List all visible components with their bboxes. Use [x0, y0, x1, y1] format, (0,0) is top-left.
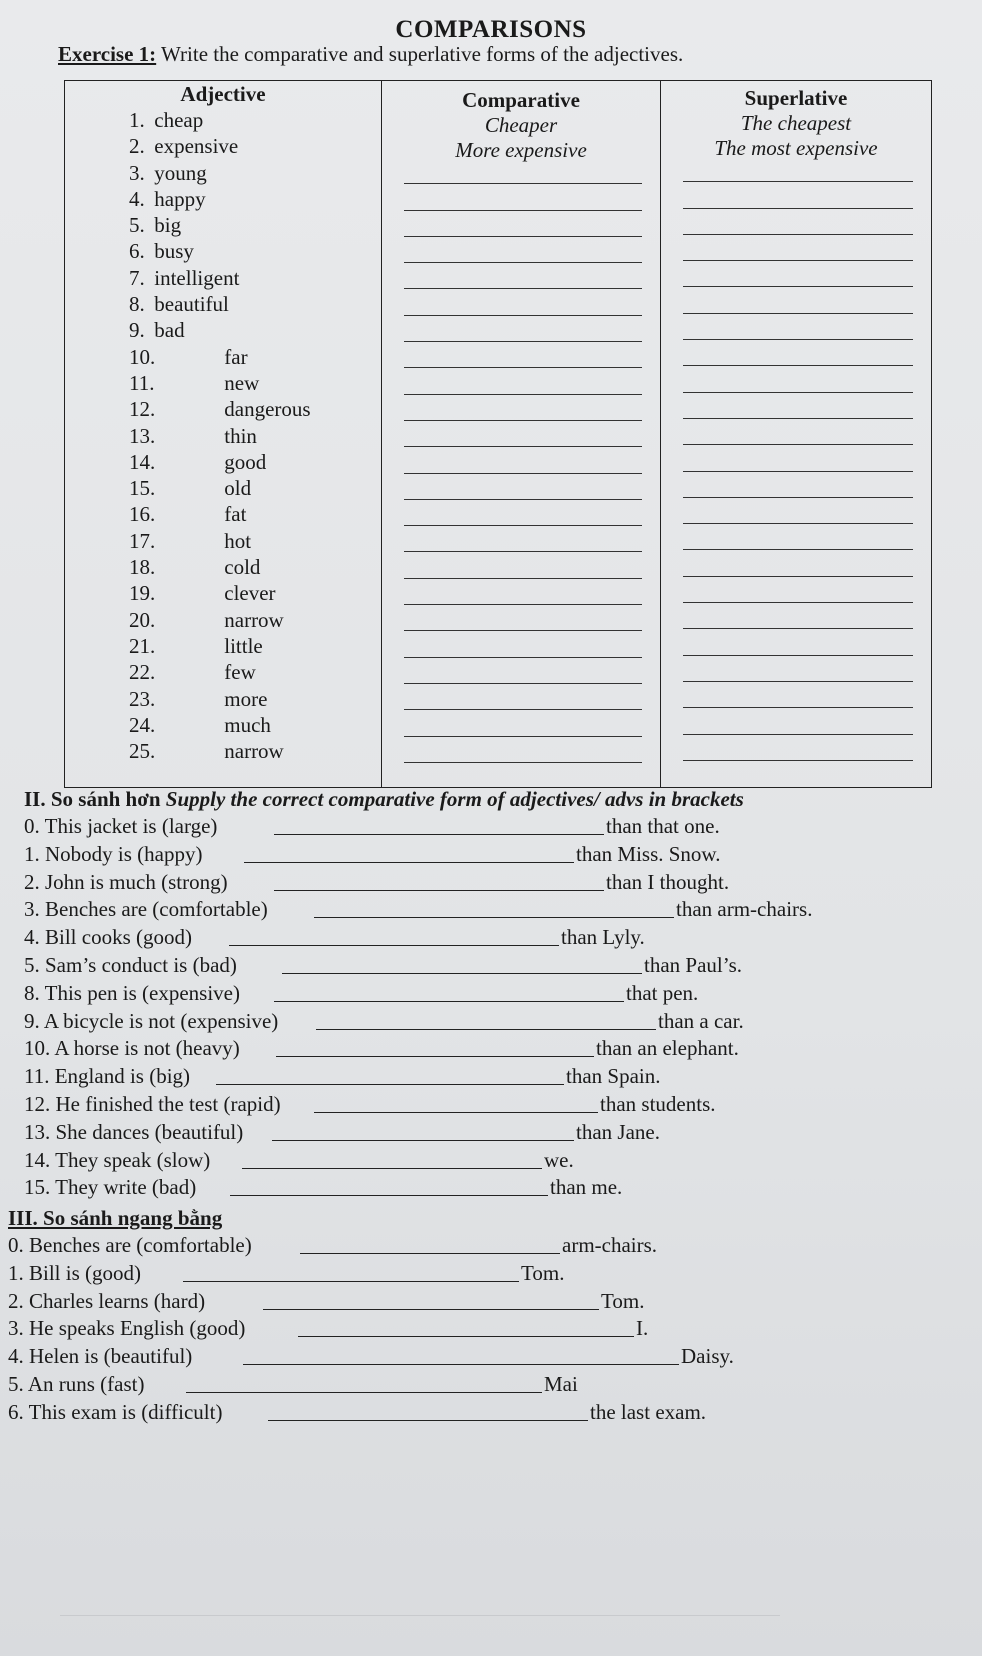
adjective-number: 22.	[129, 660, 156, 685]
comparative-answer-field[interactable]	[382, 215, 660, 241]
exercise-ending: than Paul’s.	[644, 952, 742, 977]
adjective-number: 2.	[129, 134, 145, 159]
adjective-word: big	[154, 213, 182, 238]
adjective-item	[129, 501, 381, 527]
adjective-item	[129, 133, 381, 159]
exercise-ending: than I thought.	[606, 869, 730, 894]
adjective-item	[129, 344, 381, 370]
adjective-word: much	[224, 712, 271, 737]
exercise-ending: than that one.	[606, 814, 720, 838]
adjective-number: 11.	[129, 370, 155, 395]
superlative-list	[661, 111, 931, 765]
adjective-item	[129, 449, 381, 475]
answer-blank[interactable]	[272, 1118, 574, 1141]
answer-blank[interactable]	[274, 812, 604, 835]
adjective-number: 12.	[129, 397, 156, 422]
superlative-answer-field[interactable]	[661, 633, 931, 659]
exercise-item	[24, 1146, 964, 1174]
answer-blank[interactable]	[314, 1090, 598, 1113]
comparative-answer-field[interactable]	[382, 556, 660, 582]
comparative-example: Cheaper	[484, 113, 558, 137]
exercise-item	[8, 1287, 948, 1315]
exercise-ending: that pen.	[626, 980, 699, 1005]
comparative-answer-field[interactable]	[382, 346, 660, 372]
superlative-answer-field[interactable]	[661, 502, 931, 528]
superlative-answer-field[interactable]	[661, 528, 931, 554]
adjective-word: expensive	[154, 134, 239, 159]
exercise-item	[24, 840, 964, 868]
page-title: COMPARISONS	[395, 16, 587, 43]
exercise-prompt: 8. This pen is (expensive)	[24, 980, 240, 1005]
comparative-answer-field[interactable]	[382, 320, 660, 346]
answer-blank[interactable]	[282, 951, 642, 974]
adjective-number: 1.	[129, 108, 145, 132]
exercise-ending: than Miss. Snow.	[576, 841, 721, 866]
superlative-answer-field[interactable]	[661, 607, 931, 633]
adjective-word: narrow	[224, 739, 284, 764]
superlative-column	[661, 81, 932, 788]
comparative-answer-field[interactable]	[382, 478, 660, 504]
adjective-number: 5.	[129, 213, 145, 238]
adjective-number: 14.	[129, 449, 156, 474]
adjective-word: few	[224, 660, 256, 685]
exercise-prompt: 9. A bicycle is not (expensive)	[24, 1008, 279, 1033]
adjective-word: good	[224, 449, 267, 474]
adjective-table	[64, 80, 932, 788]
exercise-prompt: 11. England is (big)	[24, 1064, 191, 1089]
adjective-word: far	[224, 344, 248, 369]
exercise-item	[8, 1314, 948, 1342]
adjective-list	[65, 107, 381, 764]
superlative-answer-field[interactable]	[661, 318, 931, 344]
exercise-prompt: 10. A horse is not (heavy)	[24, 1036, 240, 1061]
exercise-item	[24, 923, 964, 951]
superlative-answer-field[interactable]	[661, 239, 931, 265]
answer-blank[interactable]	[183, 1259, 519, 1282]
exercise-item	[24, 951, 964, 979]
comparative-answer-field[interactable]	[382, 714, 660, 740]
comparative-answer-field[interactable]	[382, 583, 660, 609]
comparative-answer-field[interactable]	[382, 741, 660, 767]
header-superlative: Superlative	[744, 86, 848, 110]
exercise-ending: Mai	[544, 1371, 578, 1396]
exercise-ending: arm-chairs.	[562, 1233, 658, 1257]
exercise-ending: than a car.	[658, 1008, 744, 1033]
answer-blank[interactable]	[263, 1287, 599, 1310]
adjective-word: clever	[224, 581, 276, 606]
superlative-answer-field[interactable]	[661, 213, 931, 239]
answer-blank[interactable]	[274, 868, 604, 891]
section-comparative	[24, 786, 964, 1201]
comparative-answer-field[interactable]	[382, 188, 660, 214]
exercise-item	[8, 1370, 948, 1398]
answer-blank[interactable]	[268, 1398, 588, 1421]
exercise-item	[24, 895, 964, 923]
adjective-item	[129, 738, 381, 764]
exercise-prompt: 3. He speaks English (good)	[8, 1316, 246, 1341]
comparative-answer-field[interactable]	[382, 530, 660, 556]
superlative-answer-field[interactable]	[661, 160, 931, 186]
adjective-item	[129, 633, 381, 659]
adjective-item	[129, 712, 381, 738]
answer-blank[interactable]	[186, 1370, 542, 1393]
exercise-ending: Tom.	[521, 1260, 565, 1285]
exercise-prompt: 1. Bill is (good)	[8, 1260, 142, 1285]
adjective-word: beautiful	[154, 292, 229, 317]
exercise-ending: Tom.	[601, 1288, 645, 1313]
adjective-number: 8.	[129, 292, 145, 317]
exercise-ending: the last exam.	[590, 1399, 707, 1424]
adjective-item	[129, 186, 381, 212]
superlative-answer-field[interactable]	[661, 423, 931, 449]
superlative-example: The most expensive	[714, 135, 878, 160]
adjective-item	[129, 423, 381, 449]
exercise-prompt: 2. John is much (strong)	[24, 869, 228, 894]
exercise-item	[8, 1342, 948, 1370]
adjective-item	[129, 238, 381, 264]
comparative-answer-field[interactable]	[382, 293, 660, 319]
exercise-ending: than an elephant.	[596, 1036, 739, 1061]
superlative-answer-field[interactable]	[661, 291, 931, 317]
exercise-ending: than Lyly.	[561, 925, 645, 950]
superlative-example: The cheapest	[740, 111, 852, 135]
adjective-word: fat	[224, 502, 247, 527]
adjective-word: bad	[154, 318, 185, 343]
adjective-number: 7.	[129, 265, 145, 290]
exercise-ending: than me.	[550, 1175, 623, 1200]
adjective-word: happy	[154, 186, 206, 211]
comparative-answer-field[interactable]	[382, 688, 660, 714]
adjective-item	[129, 475, 381, 501]
exercise-prompt: 14. They speak (slow)	[24, 1147, 211, 1172]
exercise-ending: we.	[544, 1147, 574, 1172]
adjective-item	[129, 370, 381, 396]
adjective-number: 19.	[129, 581, 156, 606]
superlative-answer-field[interactable]	[661, 660, 931, 686]
superlative-answer-field[interactable]	[661, 449, 931, 475]
superlative-answer-field[interactable]	[661, 554, 931, 580]
exercise-prompt: 5. Sam’s conduct is (bad)	[24, 952, 237, 977]
exercise-prompt: 13. She dances (beautiful)	[24, 1119, 244, 1144]
adjective-item	[129, 396, 381, 422]
superlative-answer-field[interactable]	[661, 476, 931, 502]
exercise-prompt: 3. Benches are (comfortable)	[24, 897, 268, 922]
exercise-item	[8, 1398, 948, 1426]
answer-blank[interactable]	[229, 923, 559, 946]
adjective-item	[129, 528, 381, 554]
adjective-number: 17.	[129, 528, 156, 553]
superlative-answer-field[interactable]	[661, 370, 931, 396]
adjective-number: 4.	[129, 186, 145, 211]
adjective-number: 16.	[129, 502, 156, 527]
adjective-item	[129, 317, 381, 343]
exercise-ending: Daisy.	[681, 1344, 734, 1369]
comparative-answer-field[interactable]	[382, 425, 660, 451]
exercise-item	[24, 1062, 964, 1090]
superlative-answer-field[interactable]	[661, 712, 931, 738]
exercise-ending: than Jane.	[576, 1119, 660, 1144]
adjective-number: 18.	[129, 555, 156, 580]
answer-blank[interactable]	[244, 840, 574, 863]
exercise-ending: I.	[636, 1316, 649, 1341]
exercise-item	[24, 1118, 964, 1146]
adjective-word: young	[154, 160, 207, 185]
exercise-item	[24, 1090, 964, 1118]
answer-blank[interactable]	[298, 1314, 634, 1337]
exercise-prompt: 12. He finished the test (rapid)	[24, 1091, 281, 1116]
adjective-word: cold	[224, 555, 261, 580]
adjective-number: 24.	[129, 712, 156, 737]
adjective-number: 15.	[129, 476, 156, 501]
exercise-prompt: 5. An runs (fast)	[8, 1371, 145, 1396]
superlative-answer-field[interactable]	[661, 265, 931, 291]
answer-blank[interactable]	[230, 1173, 548, 1196]
section-equal-comparison	[8, 1205, 948, 1426]
adjective-word: new	[224, 370, 260, 395]
exercise-ending: than arm-chairs.	[676, 897, 813, 922]
header-comparative: Comparative	[462, 88, 580, 112]
adjective-number: 10.	[129, 344, 156, 369]
adjective-item	[129, 212, 381, 238]
adjective-word: narrow	[224, 607, 284, 632]
divider	[60, 1615, 780, 1616]
exercise1-instruction	[58, 42, 683, 67]
adjective-number: 9.	[129, 318, 145, 343]
adjective-word: thin	[224, 423, 257, 448]
comparative-list	[382, 113, 660, 767]
comparative-example: More expensive	[455, 137, 587, 162]
exercise-item	[8, 1231, 948, 1259]
exercise-item	[24, 868, 964, 896]
answer-blank[interactable]	[216, 1062, 564, 1085]
adjective-item	[129, 107, 381, 133]
answer-blank[interactable]	[300, 1231, 560, 1254]
exercise-item	[24, 1034, 964, 1062]
adjective-item	[129, 291, 381, 317]
comparative-answer-field[interactable]	[382, 504, 660, 530]
adjective-item	[129, 554, 381, 580]
section2-heading	[24, 786, 964, 812]
comparative-answer-field[interactable]	[382, 241, 660, 267]
adjective-number: 23.	[129, 686, 156, 711]
superlative-answer-field[interactable]	[661, 686, 931, 712]
exercise1-label: Exercise 1:	[58, 42, 157, 66]
exercise-prompt: 0. Benches are (comfortable)	[8, 1233, 252, 1257]
section2-heading-bold: II. So sánh hơn	[24, 787, 161, 811]
exercise-item	[24, 812, 964, 840]
adjective-word: old	[224, 476, 252, 501]
comparative-answer-field[interactable]	[382, 372, 660, 398]
exercise-prompt: 2. Charles learns (hard)	[8, 1288, 206, 1313]
adjective-column	[65, 81, 382, 788]
exercise-item	[24, 979, 964, 1007]
adjective-item	[129, 580, 381, 606]
answer-blank[interactable]	[274, 979, 624, 1002]
comparative-answer-field[interactable]	[382, 451, 660, 477]
exercise-ending: than students.	[600, 1091, 716, 1116]
adjective-item	[129, 686, 381, 712]
superlative-answer-field[interactable]	[661, 186, 931, 212]
section2-heading-italic: Supply the correct comparative form of adjectives/ advs in brackets	[165, 787, 744, 811]
adjective-number: 3.	[129, 160, 145, 185]
comparative-column	[382, 81, 661, 788]
adjective-item	[129, 160, 381, 186]
comparative-answer-field[interactable]	[382, 162, 660, 188]
adjective-word: cheap	[154, 108, 204, 132]
comparative-answer-field[interactable]	[382, 635, 660, 661]
exercise-prompt: 4. Bill cooks (good)	[24, 925, 192, 950]
adjective-word: dangerous	[224, 397, 311, 422]
adjective-number: 6.	[129, 239, 145, 264]
exercise-ending: than Spain.	[566, 1064, 661, 1089]
adjective-item	[129, 607, 381, 633]
adjective-number: 13.	[129, 423, 156, 448]
adjective-word: busy	[154, 239, 194, 264]
superlative-answer-field[interactable]	[661, 344, 931, 370]
comparative-answer-field[interactable]	[382, 662, 660, 688]
exercise-prompt: 1. Nobody is (happy)	[24, 841, 203, 866]
answer-blank[interactable]	[314, 895, 674, 918]
comparative-answer-field[interactable]	[382, 399, 660, 425]
answer-blank[interactable]	[243, 1342, 679, 1365]
section3-heading: III. So sánh ngang bằng	[8, 1206, 223, 1230]
exercise1-text: Write the comparative and superlative forms of the adjectives.	[161, 42, 684, 66]
exercise-item	[24, 1173, 964, 1201]
adjective-number: 25.	[129, 739, 156, 764]
adjective-word: intelligent	[154, 265, 240, 290]
exercise-prompt: 15. They write (bad)	[24, 1175, 197, 1200]
answer-blank[interactable]	[276, 1034, 594, 1057]
adjective-word: little	[224, 633, 263, 658]
answer-blank[interactable]	[316, 1007, 656, 1030]
superlative-answer-field[interactable]	[661, 397, 931, 423]
adjective-item	[129, 265, 381, 291]
comparative-answer-field[interactable]	[382, 267, 660, 293]
adjective-item	[129, 659, 381, 685]
comparative-answer-field[interactable]	[382, 609, 660, 635]
superlative-answer-field[interactable]	[661, 739, 931, 765]
adjective-word: more	[224, 686, 268, 711]
exercise-item	[8, 1259, 948, 1287]
exercise-item	[24, 1007, 964, 1035]
adjective-number: 21.	[129, 633, 156, 658]
adjective-word: hot	[224, 528, 252, 553]
superlative-answer-field[interactable]	[661, 581, 931, 607]
adjective-number: 20.	[129, 607, 156, 632]
answer-blank[interactable]	[242, 1146, 542, 1169]
exercise-prompt: 0. This jacket is (large)	[24, 814, 218, 838]
header-adjective: Adjective	[180, 82, 266, 106]
exercise-prompt: 6. This exam is (difficult)	[8, 1399, 223, 1424]
exercise-prompt: 4. Helen is (beautiful)	[8, 1344, 193, 1369]
